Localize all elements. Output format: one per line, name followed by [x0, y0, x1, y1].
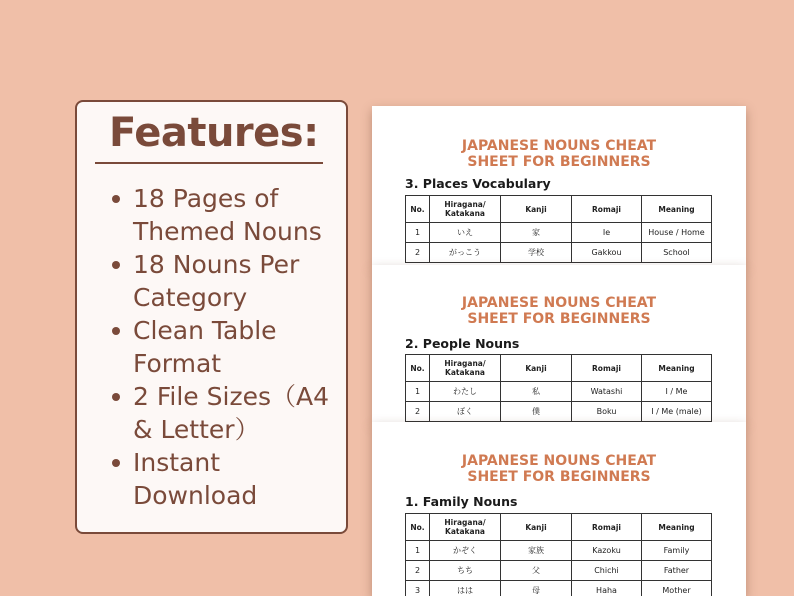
cell-romaji: Gakkou [572, 243, 642, 263]
cell-kanji: 父 [501, 561, 572, 581]
cell-romaji: Ie [572, 223, 642, 243]
column-header-romaji: Romaji [572, 514, 642, 541]
cheat-sheet-people [372, 265, 746, 423]
cell-kana: はは [430, 581, 501, 596]
cell-meaning: I / Me [642, 382, 712, 402]
cell-romaji: Chichi [572, 561, 642, 581]
table-row [406, 541, 712, 561]
cell-romaji: Kazoku [572, 541, 642, 561]
cell-meaning: House / Home [642, 223, 712, 243]
cell-kana: がっこう [430, 243, 501, 263]
table-row [406, 243, 712, 263]
sheet-title-line2: SHEET FOR BEGINNERS [467, 311, 651, 327]
cell-kanji: 私 [501, 382, 572, 402]
cell-kana: かぞく [430, 541, 501, 561]
column-header-meaning: Meaning [642, 355, 712, 382]
column-header-meaning: Meaning [642, 196, 712, 223]
sheet-title [372, 453, 746, 485]
sheet-heading: 2. People Nouns [405, 336, 520, 351]
cell-romaji: Boku [572, 402, 642, 422]
cell-kanji: 学校 [501, 243, 572, 263]
column-header-kana: Hiragana/ Katakana [430, 196, 501, 223]
sheet-title-line2: SHEET FOR BEGINNERS [467, 469, 651, 485]
column-header-kanji: Kanji [501, 196, 572, 223]
vocab-table [405, 354, 712, 422]
cell-kanji: 僕 [501, 402, 572, 422]
sheet-title [372, 295, 746, 327]
table-header-row [406, 514, 712, 541]
cell-number: 1 [406, 382, 430, 402]
sheet-heading: 3. Places Vocabulary [405, 176, 551, 191]
cell-meaning: I / Me (male) [642, 402, 712, 422]
cell-meaning: Mother [642, 581, 712, 596]
feature-item: 2 File Sizes（A4 & Letter） [133, 380, 343, 446]
cell-romaji: Watashi [572, 382, 642, 402]
title-divider [95, 162, 323, 164]
cell-romaji: Haha [572, 581, 642, 596]
feature-item: Clean Table Format [133, 314, 343, 380]
cell-kanji: 家族 [501, 541, 572, 561]
sheet-title-line1: JAPANESE NOUNS CHEAT [461, 295, 657, 311]
column-header-number: No. [406, 196, 430, 223]
sheet-title-line2: SHEET FOR BEGINNERS [467, 154, 651, 170]
feature-item: 18 Nouns Per Category [133, 248, 343, 314]
cell-kana: いえ [430, 223, 501, 243]
features-card [75, 100, 348, 534]
cell-meaning: Father [642, 561, 712, 581]
table-header-row [406, 355, 712, 382]
vocab-table [405, 195, 712, 263]
column-header-romaji: Romaji [572, 196, 642, 223]
cell-number: 2 [406, 402, 430, 422]
cell-kana: ちち [430, 561, 501, 581]
table-header-row [406, 196, 712, 223]
column-header-kana: Hiragana/ Katakana [430, 355, 501, 382]
cell-meaning: School [642, 243, 712, 263]
table-row [406, 581, 712, 596]
column-header-kana: Hiragana/ Katakana [430, 514, 501, 541]
cell-kana: わたし [430, 382, 501, 402]
cheat-sheet-family [372, 422, 746, 596]
cell-number: 1 [406, 541, 430, 561]
features-title: Features: [109, 110, 319, 156]
cell-kanji: 家 [501, 223, 572, 243]
cell-kana: ぼく [430, 402, 501, 422]
features-list [133, 182, 343, 512]
cell-kanji: 母 [501, 581, 572, 596]
feature-item: Instant Download [133, 446, 343, 512]
column-header-kanji: Kanji [501, 355, 572, 382]
cell-number: 2 [406, 243, 430, 263]
table-row [406, 382, 712, 402]
cheat-sheet-places [372, 106, 746, 266]
cell-number: 2 [406, 561, 430, 581]
feature-item: 18 Pages of Themed Nouns [133, 182, 343, 248]
column-header-romaji: Romaji [572, 355, 642, 382]
table-row [406, 561, 712, 581]
table-row [406, 402, 712, 422]
sheet-title-line1: JAPANESE NOUNS CHEAT [461, 453, 657, 469]
column-header-kanji: Kanji [501, 514, 572, 541]
vocab-table [405, 513, 712, 596]
column-header-number: No. [406, 514, 430, 541]
cell-number: 3 [406, 581, 430, 596]
sheet-title [372, 138, 746, 170]
sheet-heading: 1. Family Nouns [405, 494, 518, 509]
cell-meaning: Family [642, 541, 712, 561]
table-row [406, 223, 712, 243]
sheet-title-line1: JAPANESE NOUNS CHEAT [461, 138, 657, 154]
cell-number: 1 [406, 223, 430, 243]
column-header-number: No. [406, 355, 430, 382]
column-header-meaning: Meaning [642, 514, 712, 541]
